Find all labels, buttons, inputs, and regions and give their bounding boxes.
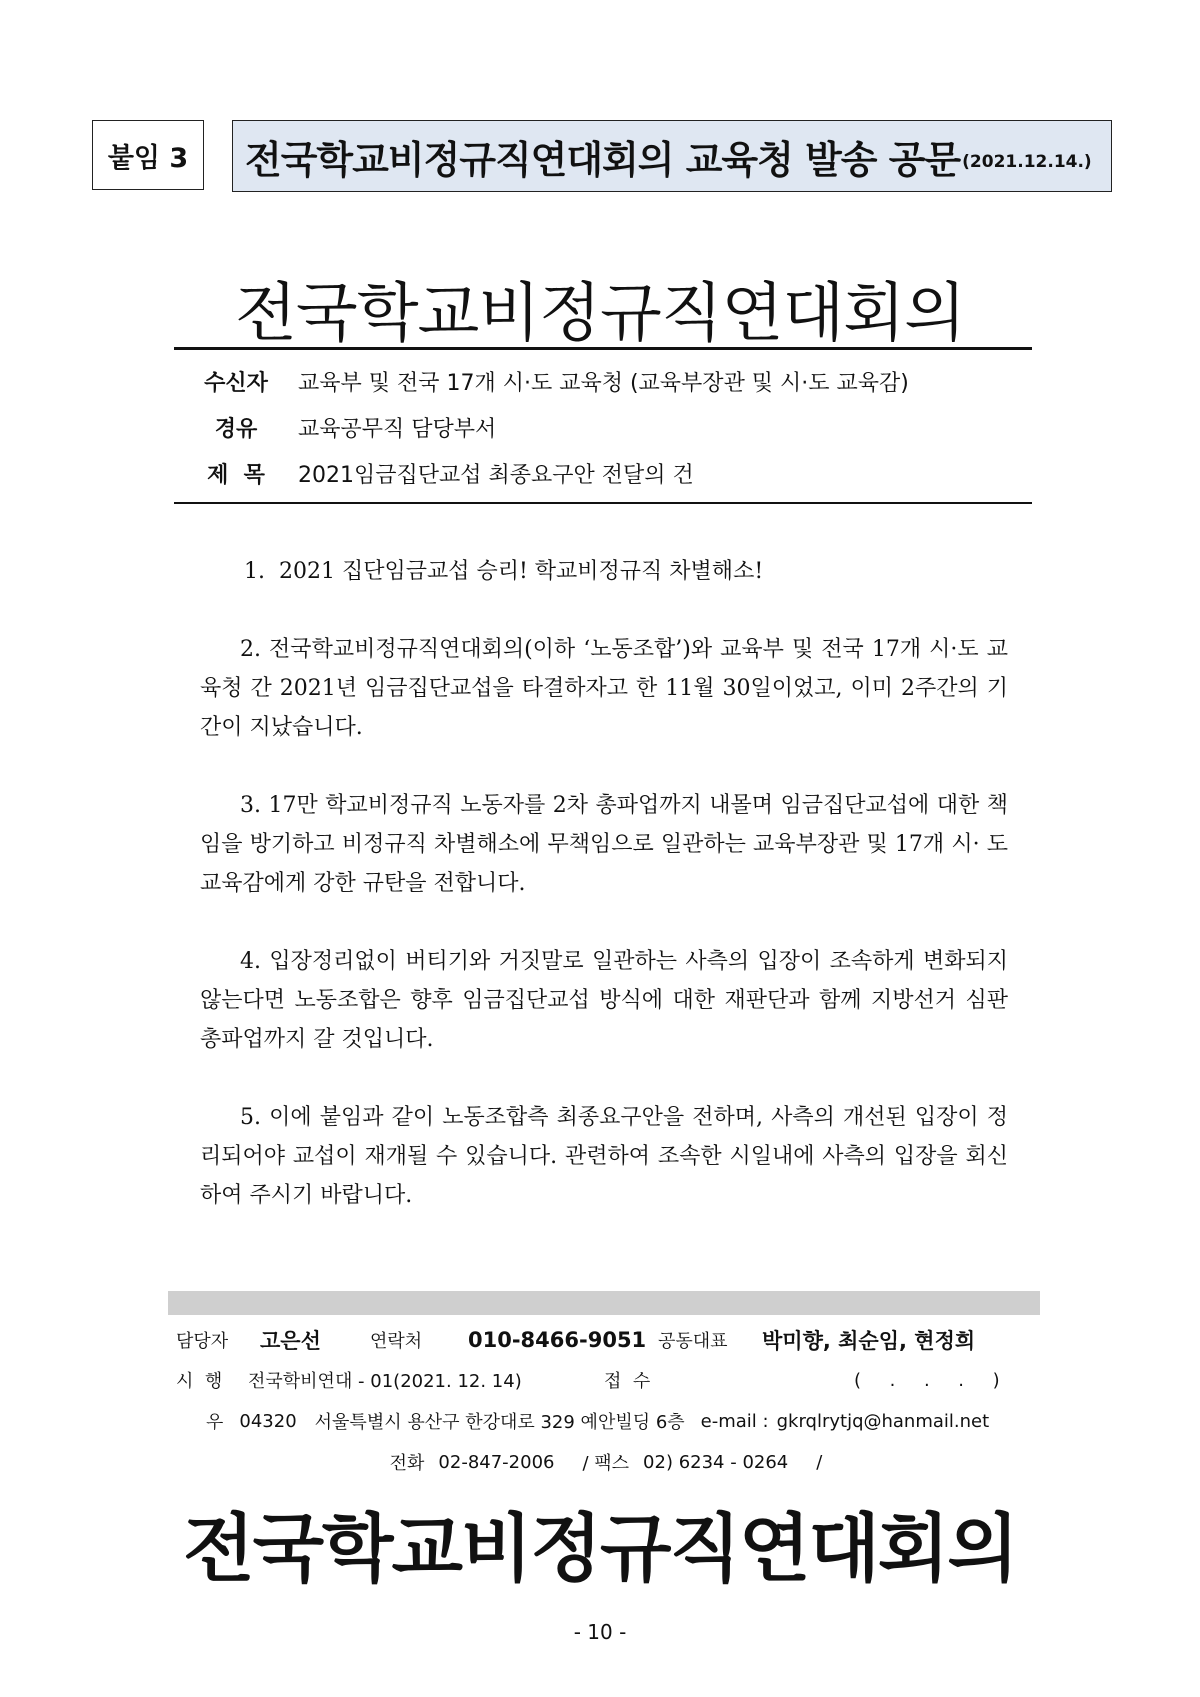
attachment-label: 붙임 3 [92,120,204,190]
organization-heading: 전국학교비정규직연대회의 [235,277,965,351]
paragraph-4: 4. 입장정리없이 버티기와 거짓말로 일관하는 사측의 입장이 조속하게 변화되지 않는다면 노동조합은 향후 임금집단교섭 방식에 대한 재판단과 함께 지방선거 심판 총파업까지 갈 것입니다. [200,949,1008,1052]
recipient-row [174,358,1032,404]
footer-phone-row [176,1445,1036,1479]
fax-label: / 팩스 [582,1453,630,1474]
execution-label: 시 행 [176,1371,223,1392]
tel-value: 02-847-2006 [438,1451,555,1473]
document-title-box [232,120,1112,192]
tel-label: 전화 [389,1453,425,1474]
paragraph-2: 2. 전국학교비정규직연대회의(이하 ‘노동조합’)와 교육부 및 전국 17개 시·도 교육청 간 2021년 임금집단교섭을 타결하자고 한 11월 30일이었고, 이미 2주간의 기간이 지났습니다. [200,637,1008,740]
email-value: gkrqlrytjq@hanmail.net [776,1410,990,1432]
document-meta [174,347,1032,504]
postal-code: 04320 [239,1410,297,1432]
paragraph-5: 5. 이에 붙임과 같이 노동조합측 최종요구안을 전하며, 사측의 개선된 입장이 정리되어야 교섭이 재개될 수 있습니다. 관련하여 조속한 시일내에 사측의 입장을 회신하여 주시기 바랍니다. [200,1105,1008,1208]
receipt-value: ( . . . ) [854,1369,1000,1391]
document-title-date: (2021.12.14.) [962,152,1092,172]
contact-label: 담당자 [176,1331,229,1352]
via-label: 경유 [214,416,258,442]
trailing-separator: / [816,1451,823,1473]
address: 서울특별시 용산구 한강대로 329 예안빌딩 6층 [314,1412,685,1433]
organization-footer-name: 전국학교비정규직연대회의 [183,1506,1017,1592]
document-title: 전국학교비정규직연대회의 교육청 발송 공문 [245,137,961,182]
footer-divider-bar [168,1291,1040,1315]
recipient-label: 수신자 [204,370,268,396]
via-value: 교육공무직 담당부서 [298,416,497,442]
phone-value: 010-8466-9051 [468,1328,647,1352]
subject-label: 제 목 [207,462,265,488]
paragraph-1: 1. 2021 집단임금교섭 승리! 학교비정규직 차별해소! [244,559,764,584]
receipt-label: 접 수 [604,1371,651,1392]
postal-label: 우 [206,1412,224,1433]
subject-row [174,450,1032,496]
footer-exec-row [176,1363,1036,1397]
phone-label: 연락처 [370,1331,423,1352]
recipient-value: 교육부 및 전국 17개 시·도 교육청 (교육부장관 및 시·도 교육감) [298,370,909,396]
representatives-names: 박미향, 최순임, 현정희 [762,1329,976,1353]
paragraph-3: 3. 17만 학교비정규직 노동자를 2차 총파업까지 내몰며 임금집단교섭에 대한 책임을 방기하고 비정규직 차별해소에 무책임으로 일관하는 교육부장관 및 17개 시· 도 교육감에게 강한 규탄을 전합니다. [200,793,1008,896]
via-row [174,404,1032,450]
email-label: e-mail : [700,1410,769,1432]
subject-value: 2021임금집단교섭 최종요구안 전달의 건 [298,462,694,488]
page-number: - 10 - [573,1620,627,1644]
letter-body [200,552,1008,1254]
execution-value: 전국학비연대 - 01(2021. 12. 14) [248,1371,522,1392]
representatives-label: 공동대표 [658,1331,728,1352]
footer-address-row [176,1404,1066,1438]
contact-name: 고은선 [260,1329,321,1353]
fax-value: 02) 6234 - 0264 [643,1451,789,1473]
footer-contact-row [176,1322,1036,1358]
